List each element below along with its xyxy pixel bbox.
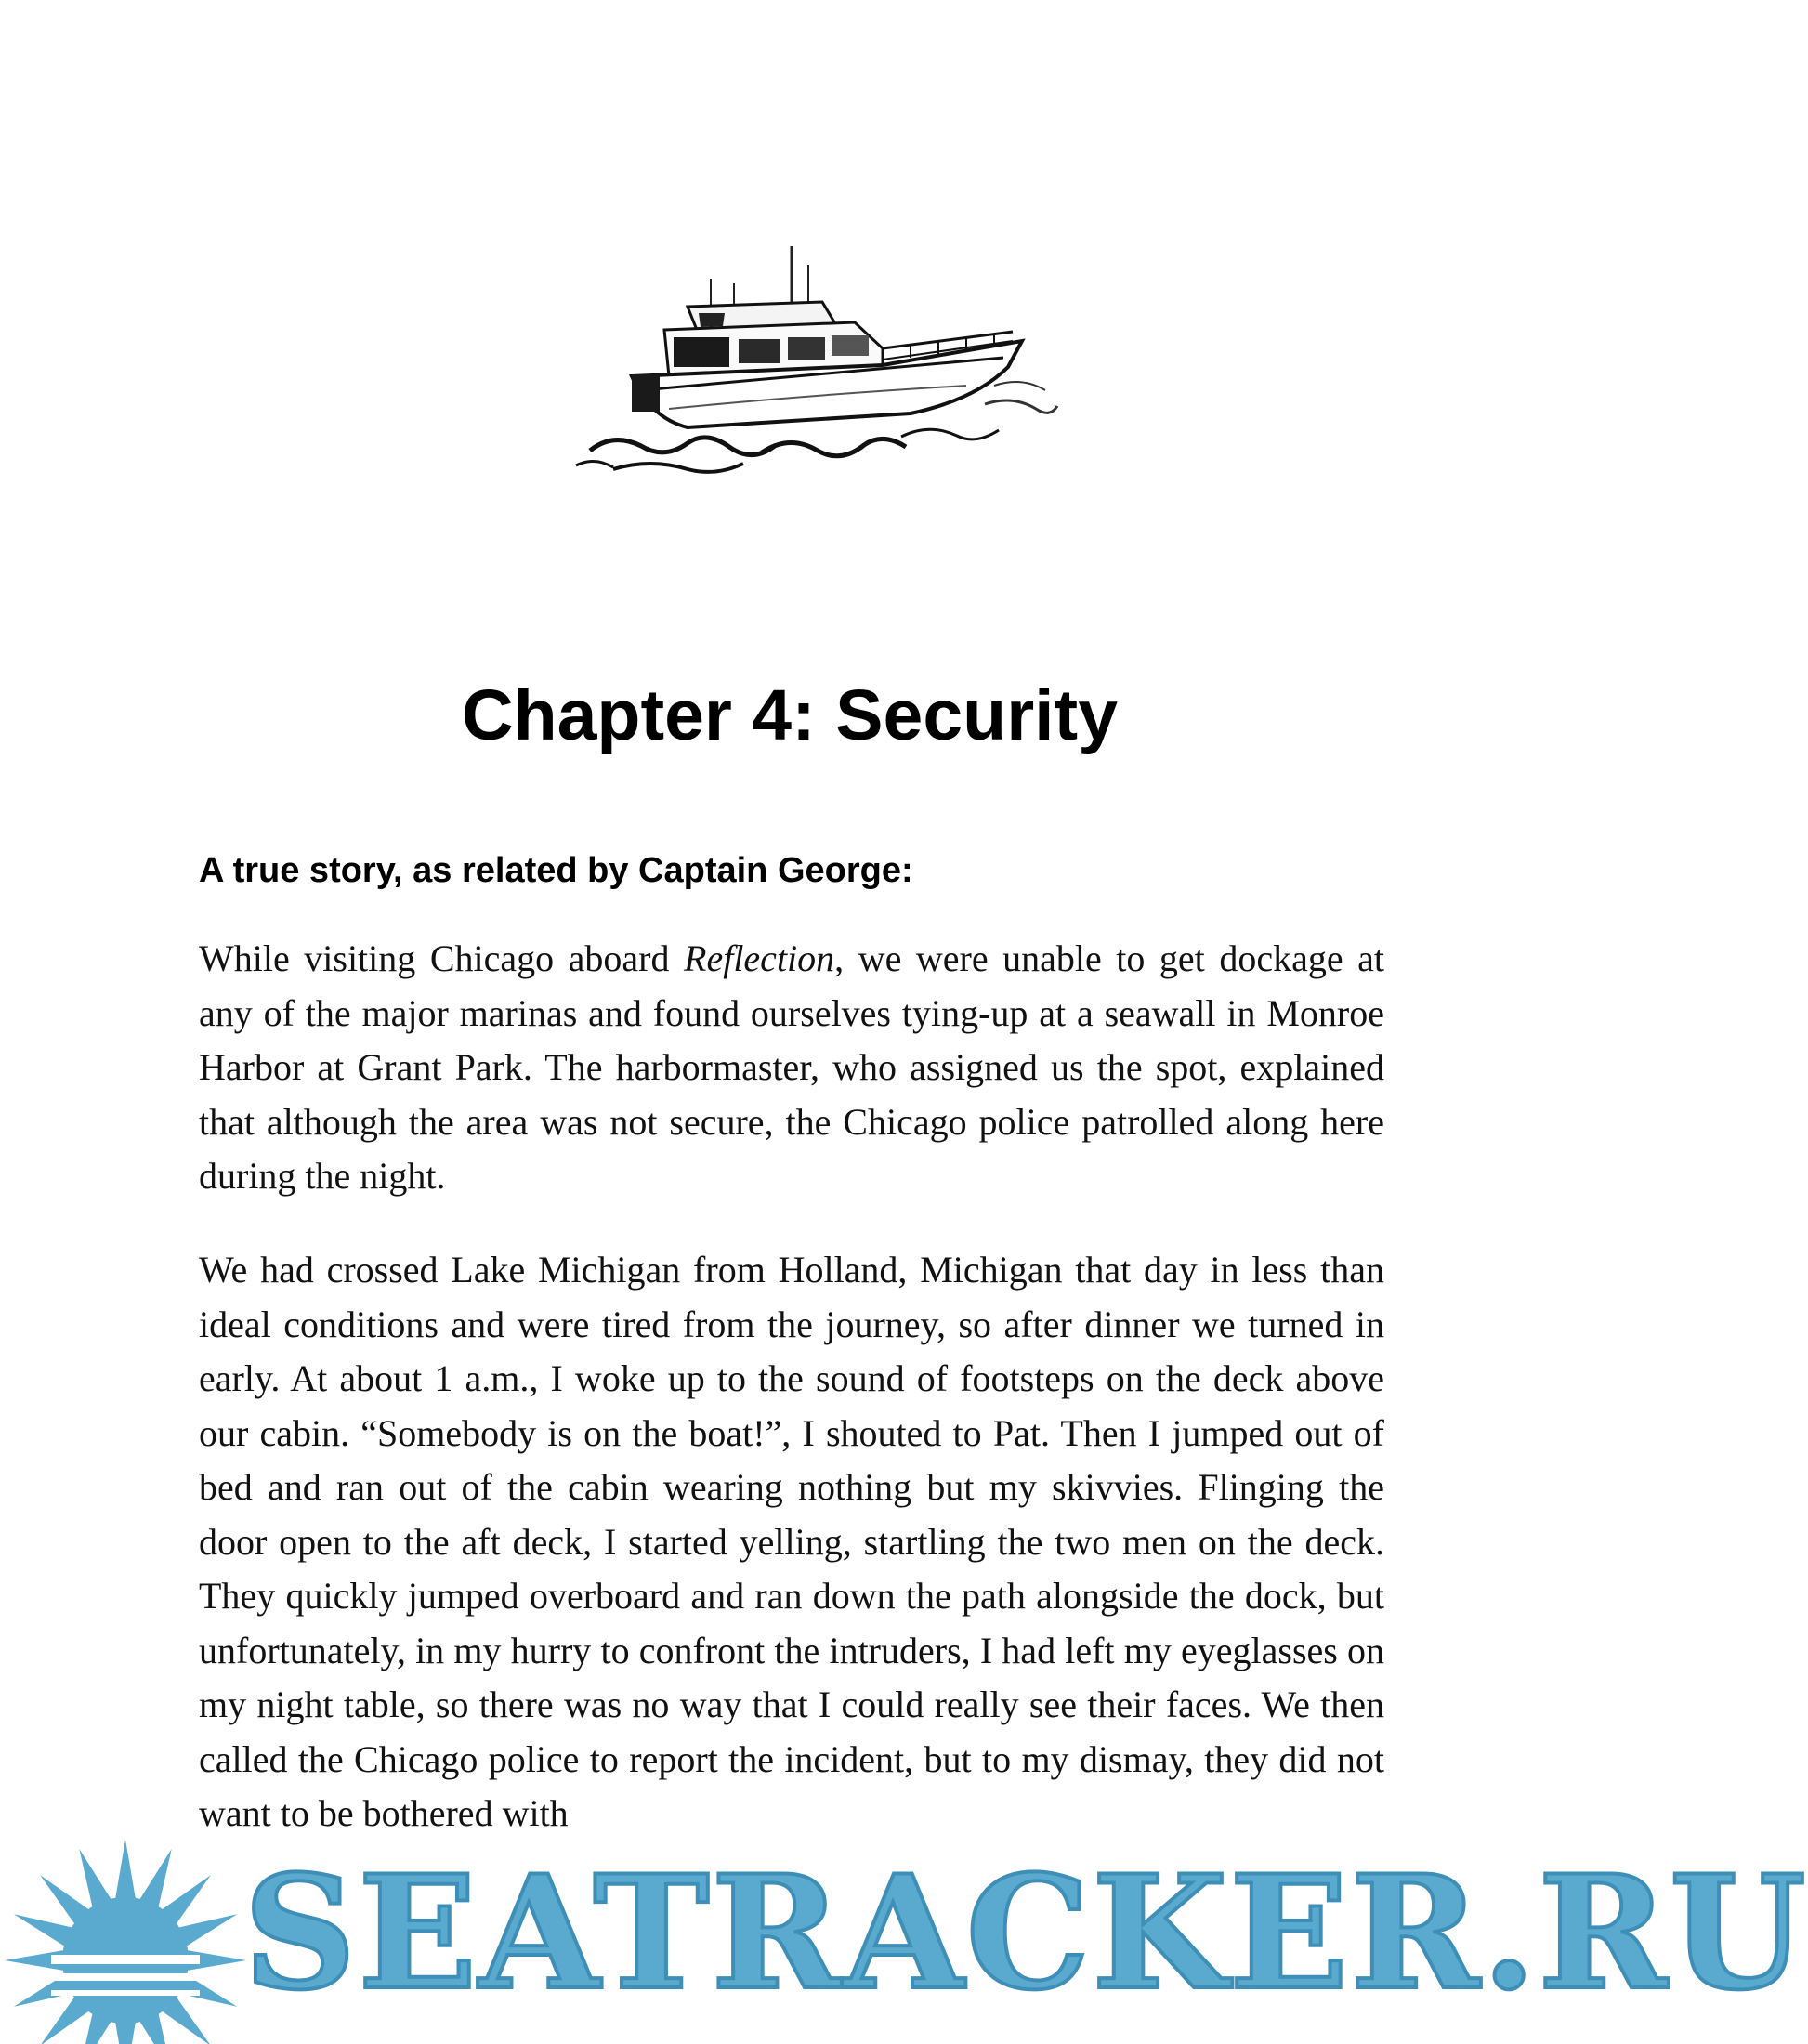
paragraph-1-rest: , we were unable to get dockage at any of the major marinas and found ourselves tying-up at a seawall in Monroe Harbor at Grant Park. The harbormaster, who assigned us the spot, explained that although the area was not secure, the Chicago police patrolled along here during the night. [199, 937, 1384, 1197]
story-subheading: A true story, as related by Captain George: [199, 851, 913, 890]
paragraph-1 [199, 932, 1384, 1204]
vessel-name: Reflection [684, 937, 835, 979]
paragraph-1-start: While visiting Chicago aboard [199, 937, 685, 979]
paragraph-2: We had crossed Lake Michigan from Holland, Michigan that day in less than ideal conditions and were tired from the journey, so after dinner we turned in early. At about 1 a.m., I woke up to the sound of footsteps on the deck above our cabin. “Somebody is on the boat!”, I shouted to Pat. Then I jumped out of bed and ran out of the cabin wearing nothing but my skivvies. Flinging the door open to the aft deck, I started yelling, startling the two men on the deck. They quickly jumped overboard and ran down the path alongside the dock, but unfortunately, in my hurry to confront the intruders, I had left my eyeglasses on my night table, so there was no way that I could really see their faces. We then called the Chicago police to report the incident, but to my dismay, they did not want to be bothered with [199, 1249, 1384, 1834]
motor-yacht-illustration [576, 237, 1059, 488]
chapter-title: Chapter 4: Security [461, 675, 1119, 755]
watermark-text: SEATRACKER.RU [243, 1841, 1808, 2024]
